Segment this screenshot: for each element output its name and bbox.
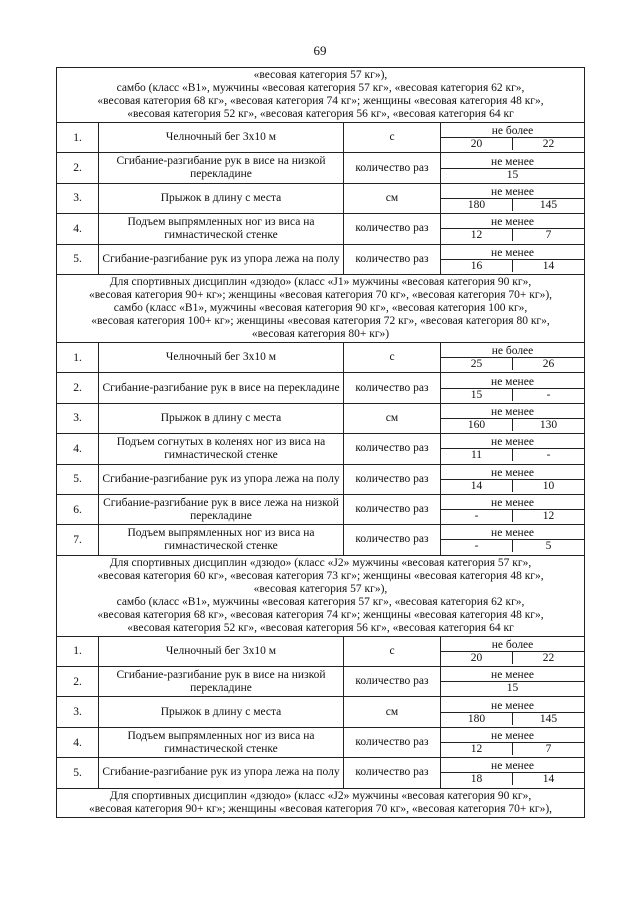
norm-value: 15 (506, 168, 519, 181)
exercise-name: Сгибание-разгибание рук из упора лежа на полу (99, 758, 344, 788)
table-row (57, 494, 585, 524)
norm-value-men: 12 (441, 743, 513, 756)
norm-label: не менее (441, 700, 584, 713)
norm-label: не менее (441, 436, 584, 449)
row-number: 2. (57, 667, 99, 697)
norm-value-women: 26 (542, 358, 555, 371)
table-row (57, 464, 585, 494)
section-header-line: «весовая категория 80+ кг») (251, 327, 390, 340)
section-header-line: «весовая категория 52 кг», «весовая категория 56 кг», «весовая категория 64 кг (127, 621, 514, 634)
table-row (57, 434, 585, 464)
row-number: 4. (57, 727, 99, 757)
unit-cell: количество раз (344, 153, 441, 183)
table-row (57, 403, 585, 433)
norm-value-women: 7 (545, 743, 552, 756)
norm-value-men: 180 (441, 198, 513, 211)
table-row (57, 342, 585, 372)
unit-cell: количество раз (344, 758, 441, 788)
row-number: 3. (57, 183, 99, 213)
norm-cell (441, 123, 585, 153)
norm-grid (441, 527, 584, 552)
section-header-line: «весовая категория 68 кг», «весовая категория 74 кг»; женщины «весовая категория 48 кг», (97, 95, 544, 107)
norm-grid (441, 639, 584, 664)
norm-label: не менее (441, 247, 584, 260)
norm-cell (441, 525, 585, 555)
section-header (57, 788, 585, 817)
unit-cell: см (344, 697, 441, 727)
norm-grid (441, 156, 584, 181)
norm-cell (441, 667, 585, 697)
norm-label: не менее (441, 730, 584, 743)
norm-grid (441, 497, 584, 522)
exercise-name: Сгибание-разгибание рук в висе на низкой перекладине (99, 667, 344, 697)
row-number: 2. (57, 153, 99, 183)
norm-value-women: 5 (545, 540, 552, 553)
unit-cell: с (344, 123, 441, 153)
norm-value-men: 16 (441, 259, 513, 272)
unit-cell: количество раз (344, 214, 441, 244)
norm-cell (441, 214, 585, 244)
page-number: 69 (313, 43, 327, 58)
norm-value-women: 14 (542, 259, 555, 272)
table-row (57, 244, 585, 274)
norm-cell (441, 636, 585, 666)
norm-grid (441, 467, 584, 492)
norm-label: не менее (441, 156, 584, 169)
unit-cell: с (344, 342, 441, 372)
section-header-line: Для спортивных дисциплин «дзюдо» (класс «J2» мужчины «весовая категория 57 кг», (109, 556, 532, 569)
exercise-name: Подъем выпрямленных ног из виса на гимнастической стенке (99, 214, 344, 244)
section-header-row (57, 68, 585, 123)
norm-label: не менее (441, 186, 584, 199)
section-header (57, 68, 585, 123)
section-header (57, 555, 585, 636)
norm-value-women: - (546, 449, 551, 462)
norm-value-women: 22 (542, 138, 555, 151)
section-header-row (57, 555, 585, 636)
row-number: 5. (57, 758, 99, 788)
norm-value-men: 12 (441, 229, 513, 242)
norm-cell (441, 494, 585, 524)
norm-value-men: 20 (441, 651, 513, 664)
section-header-line: «весовая категория 57 кг»), (253, 582, 388, 595)
norm-grid (441, 247, 584, 272)
norm-value-women: 7 (545, 229, 552, 242)
table-row (57, 667, 585, 697)
section-header-line: самбо (класс «B1», мужчины «весовая категория 57 кг», «весовая категория 62 кг», (116, 595, 525, 608)
norm-value: 15 (506, 682, 519, 695)
norm-value-women: 14 (542, 773, 555, 786)
norm-cell (441, 464, 585, 494)
norm-cell (441, 244, 585, 274)
norm-grid (441, 669, 584, 694)
exercise-name: Сгибание-разгибание рук из упора лежа на полу (99, 464, 344, 494)
norm-value-women: 10 (542, 479, 555, 492)
norm-label: не менее (441, 497, 584, 510)
section-header-line: «весовая категория 90+ кг»; женщины «весовая категория 70 кг», «весовая категория 70+ кг»), (88, 802, 553, 815)
norm-cell (441, 758, 585, 788)
table-row (57, 373, 585, 403)
unit-cell: см (344, 183, 441, 213)
section-header-line: «весовая категория 60 кг», «весовая категория 73 кг»; женщины «весовая категория 48 кг», (97, 569, 544, 582)
norm-label: не менее (441, 467, 584, 480)
table-row (57, 525, 585, 555)
exercise-name: Подъем выпрямленных ног из виса на гимнастической стенке (99, 727, 344, 757)
section-header-line: самбо (класс «B1», мужчины «весовая категория 57 кг», «весовая категория 62 кг», (116, 82, 525, 94)
norm-cell (441, 373, 585, 403)
norm-value-men: - (441, 540, 513, 553)
norm-cell (441, 183, 585, 213)
row-number: 1. (57, 636, 99, 666)
norm-label: не менее (441, 527, 584, 540)
norm-value-men: 25 (441, 358, 513, 371)
table-row (57, 153, 585, 183)
norm-grid (441, 760, 584, 785)
norm-label: не менее (441, 760, 584, 773)
section-header-line: «весовая категория 52 кг», «весовая категория 56 кг», «весовая категория 64 кг (127, 108, 514, 120)
table-row (57, 727, 585, 757)
norm-value-women: 12 (542, 510, 555, 523)
unit-cell: количество раз (344, 464, 441, 494)
exercise-name: Челночный бег 3х10 м (99, 636, 344, 666)
norm-grid (441, 216, 584, 241)
norm-value-men: 11 (441, 449, 513, 462)
section-header-line: «весовая категория 68 кг», «весовая категория 74 кг»; женщины «весовая категория 48 кг», (97, 608, 544, 621)
norm-grid (441, 345, 584, 370)
unit-cell: количество раз (344, 667, 441, 697)
norm-grid (441, 436, 584, 461)
exercise-name: Прыжок в длину с места (99, 697, 344, 727)
norm-cell (441, 403, 585, 433)
row-number: 5. (57, 244, 99, 274)
row-number: 3. (57, 403, 99, 433)
table-row (57, 123, 585, 153)
table-row (57, 183, 585, 213)
norm-label: не менее (441, 376, 584, 389)
norm-value-men: - (441, 510, 513, 523)
section-header-line: «весовая категория 57 кг»), (253, 69, 388, 81)
row-number: 6. (57, 494, 99, 524)
norm-label: не более (441, 125, 584, 138)
norm-value-men: 14 (441, 479, 513, 492)
row-number: 4. (57, 214, 99, 244)
unit-cell: см (344, 403, 441, 433)
row-number: 3. (57, 697, 99, 727)
unit-cell: количество раз (344, 244, 441, 274)
row-number: 5. (57, 464, 99, 494)
section-header-line: «весовая категория 100+ кг»; женщины «весовая категория 72 кг», «весовая категория 80 кг», (91, 314, 550, 327)
row-number: 1. (57, 123, 99, 153)
exercise-name: Сгибание-разгибание рук в висе лежа на низкой перекладине (99, 494, 344, 524)
norm-value-women: 145 (539, 198, 558, 211)
norm-cell (441, 434, 585, 464)
section-header-line: Для спортивных дисциплин «дзюдо» (класс «J2» мужчины «весовая категория 90 кг», (109, 789, 532, 802)
table-row (57, 214, 585, 244)
norm-value-men: 15 (441, 388, 513, 401)
unit-cell: с (344, 636, 441, 666)
norm-value-women: 145 (539, 712, 558, 725)
exercise-name: Сгибание-разгибание рук из упора лежа на полу (99, 244, 344, 274)
table-row (57, 636, 585, 666)
exercise-name: Подъем выпрямленных ног из виса на гимнастической стенке (99, 525, 344, 555)
norm-value-women: - (546, 388, 551, 401)
exercise-name: Прыжок в длину с места (99, 183, 344, 213)
unit-cell: количество раз (344, 434, 441, 464)
norm-value-women: 130 (539, 418, 558, 431)
section-header-line: Для спортивных дисциплин «дзюдо» (класс «J1» мужчины «весовая категория 90 кг», (109, 275, 532, 288)
norm-grid (441, 730, 584, 755)
row-number: 4. (57, 434, 99, 464)
row-number: 2. (57, 373, 99, 403)
norm-label: не более (441, 639, 584, 652)
norm-grid (441, 125, 584, 150)
table-row (57, 697, 585, 727)
section-header-row (57, 274, 585, 342)
section-header-line: «весовая категория 90+ кг»; женщины «весовая категория 70 кг», «весовая категория 70+ кг»), (88, 288, 553, 301)
row-number: 7. (57, 525, 99, 555)
norm-grid (441, 376, 584, 401)
norm-grid (441, 186, 584, 211)
norm-grid (441, 406, 584, 431)
norm-value-men: 18 (441, 773, 513, 786)
norm-cell (441, 727, 585, 757)
section-header (57, 274, 585, 342)
section-header-row (57, 788, 585, 817)
norm-label: не менее (441, 406, 584, 419)
unit-cell: количество раз (344, 494, 441, 524)
norm-value-women: 22 (542, 651, 555, 664)
exercise-name: Челночный бег 3х10 м (99, 342, 344, 372)
exercise-name: Подъем согнутых в коленях ног из виса на гимнастической стенке (99, 434, 344, 464)
norm-cell (441, 697, 585, 727)
unit-cell: количество раз (344, 373, 441, 403)
exercise-name: Сгибание-разгибание рук в висе на перекладине (99, 373, 344, 403)
exercise-name: Прыжок в длину с места (99, 403, 344, 433)
section-header-line: самбо (класс «B1», мужчины «весовая категория 90 кг», «весовая категория 100 кг», (113, 301, 528, 314)
norm-cell (441, 153, 585, 183)
norm-value-men: 160 (441, 418, 513, 431)
norm-value-men: 20 (441, 138, 513, 151)
norm-grid (441, 700, 584, 725)
unit-cell: количество раз (344, 727, 441, 757)
norm-label: не менее (441, 669, 584, 682)
norm-label: не более (441, 345, 584, 358)
norm-cell (441, 342, 585, 372)
norm-label: не менее (441, 216, 584, 229)
row-number: 1. (57, 342, 99, 372)
norms-table (56, 67, 585, 818)
norm-value-men: 180 (441, 712, 513, 725)
exercise-name: Сгибание-разгибание рук в висе на низкой перекладине (99, 153, 344, 183)
exercise-name: Челночный бег 3х10 м (99, 123, 344, 153)
table-row (57, 758, 585, 788)
unit-cell: количество раз (344, 525, 441, 555)
